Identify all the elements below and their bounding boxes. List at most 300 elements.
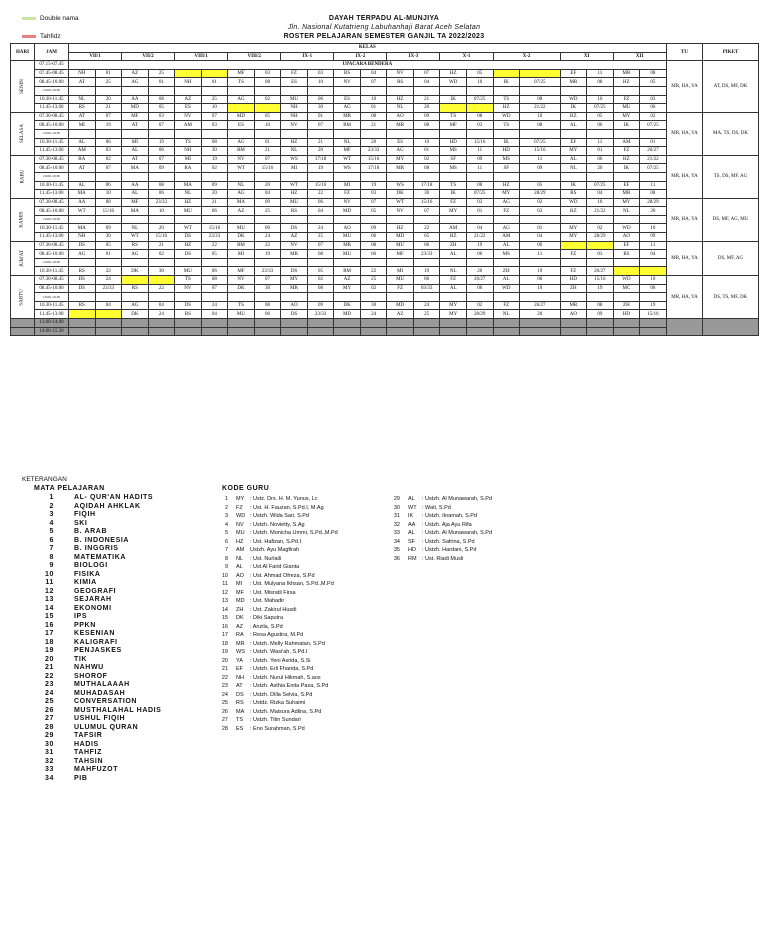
empty-cell xyxy=(560,319,587,328)
teacher-number: 21 xyxy=(221,666,228,672)
subject-number: 27 xyxy=(45,715,54,722)
subject-code-cell: 22 xyxy=(201,241,228,250)
teacher-name: : Ust. Mulyana Ikhsan, S.Pd.,M.Pd xyxy=(250,581,334,587)
subject-code-cell: 06 xyxy=(201,207,228,216)
teacher-code-cell: AO xyxy=(387,112,414,121)
empty-cell xyxy=(148,172,175,181)
teacher-code-cell: WT xyxy=(228,164,255,173)
empty-cell xyxy=(560,172,587,181)
subject-code-cell: 08 xyxy=(520,95,561,104)
subject-code-cell: 11 xyxy=(520,155,561,164)
teacher-code-cell: TS xyxy=(228,78,255,87)
subject-number: 22 xyxy=(45,672,54,680)
subject-code-cell: 30 xyxy=(148,267,175,276)
subject-number: 12 xyxy=(45,587,54,595)
tp-row xyxy=(667,276,759,319)
subject-code-cell xyxy=(640,267,667,276)
subject-number: 32 xyxy=(45,757,54,765)
empty-cell xyxy=(228,215,255,224)
teacher-item xyxy=(386,521,492,530)
teacher-name: : Ustzh. Dilla Selvia, S.Pd xyxy=(250,691,313,698)
teacher-number: 11 xyxy=(222,581,228,587)
empty-cell xyxy=(466,215,493,224)
empty-cell xyxy=(413,129,440,138)
subject-code-cell: 25 xyxy=(201,95,228,104)
subjects-list xyxy=(30,494,210,783)
teacher-name: : Ustzh. Al Munawarah, S.Pd xyxy=(422,530,493,536)
teacher-code-cell: WD xyxy=(560,95,587,104)
subject-item xyxy=(30,749,210,758)
teacher-code-cell: HD xyxy=(440,138,467,147)
empty-cell xyxy=(307,319,334,328)
teacher-number: 26 xyxy=(221,708,228,715)
subject-code-cell: 11 xyxy=(640,181,667,190)
teacher-code-cell xyxy=(613,267,640,276)
piket-header: PIKET xyxy=(703,44,759,61)
subject-item xyxy=(30,647,210,656)
empty-cell xyxy=(360,319,387,328)
teacher-code-cell: MC xyxy=(613,284,640,293)
teacher-code-cell: NV xyxy=(228,276,255,285)
subject-code-cell: 07 xyxy=(413,69,440,78)
teacher-code-cell: IK xyxy=(493,138,520,147)
teacher-code-cell: AA xyxy=(122,95,149,104)
empty-cell xyxy=(122,172,149,181)
empty-cell xyxy=(201,327,228,336)
teacher-code: NH xyxy=(236,674,244,681)
subject-code-cell: 02 xyxy=(201,164,228,173)
teacher-code: HZ xyxy=(236,538,244,545)
teacher-number: 2 xyxy=(224,504,228,511)
subject-code-cell: 20 xyxy=(640,207,667,216)
subject-name: FISIKA xyxy=(74,570,101,578)
empty-cell xyxy=(69,86,96,95)
tp-row xyxy=(667,241,759,275)
subject-item xyxy=(30,724,210,733)
teacher-item xyxy=(214,665,338,674)
teacher-name: : Ustzh. Erli Fharida, S.Pd xyxy=(250,666,314,672)
hari-header: HARI xyxy=(11,44,35,61)
teacher-code-cell: RS xyxy=(69,301,96,310)
teacher-code-cell: FZ xyxy=(560,250,587,259)
subject-number: 6 xyxy=(49,536,54,544)
subject-code-cell: 05 xyxy=(413,233,440,242)
subject-code-cell: 06 xyxy=(360,233,387,242)
teacher-code-cell: AL xyxy=(69,181,96,190)
empty-cell xyxy=(520,172,561,181)
teacher-code-cell: AO xyxy=(560,310,587,319)
teacher-name: : Ustzh. Wasi'ah, S.Pd.I xyxy=(250,649,308,655)
empty-cell xyxy=(95,293,122,302)
teacher-item xyxy=(214,682,338,691)
subject-item xyxy=(30,698,210,707)
teacher-code: YA xyxy=(236,657,243,664)
subject-name: BIOLOGI xyxy=(74,562,108,569)
empty-cell xyxy=(228,319,255,328)
time-cell: 07.30-08.45 xyxy=(35,241,69,250)
subject-code-cell: 21 xyxy=(148,241,175,250)
teacher-number: 6 xyxy=(224,538,228,545)
empty-cell xyxy=(95,319,122,328)
subject-code-cell: 08 xyxy=(254,78,281,87)
tu-cell: MR, HA, YA xyxy=(667,112,703,155)
empty-cell xyxy=(560,86,587,95)
teacher-code-cell: MY xyxy=(334,284,361,293)
day-cell xyxy=(11,112,35,155)
subject-code-cell: 06 xyxy=(520,241,561,250)
subject-item xyxy=(30,630,210,639)
teacher-code-cell xyxy=(440,104,467,113)
subject-code-cell: 11 xyxy=(587,69,614,78)
teacher-code-cell: AG xyxy=(122,301,149,310)
teacher-code-cell: TS xyxy=(228,301,255,310)
teacher-code-cell: MA xyxy=(69,224,96,233)
teacher-code-cell: ZH xyxy=(613,301,640,310)
teacher-code: RS xyxy=(236,700,244,706)
teacher-code-cell xyxy=(122,276,149,285)
teacher-code: EF xyxy=(236,666,244,672)
time-cell: 11.45-13.00 xyxy=(35,233,69,242)
empty-cell xyxy=(201,172,228,181)
teacher-code-cell: MU xyxy=(228,224,255,233)
table-row xyxy=(11,276,667,285)
subject-name: SHOROF xyxy=(74,672,108,680)
subject-code-cell: 07 xyxy=(254,155,281,164)
teacher-code-cell: MY xyxy=(440,207,467,216)
subject-code-cell: 22 xyxy=(413,224,440,233)
teacher-code-cell: AG xyxy=(334,104,361,113)
teacher-code-cell: HZ xyxy=(175,241,202,250)
subject-code-cell: 04 xyxy=(360,69,387,78)
empty-cell xyxy=(307,86,334,95)
teacher-code-cell: ES xyxy=(281,78,308,87)
subject-item xyxy=(30,656,210,665)
teacher-code-cell: AG xyxy=(387,147,414,156)
subject-code-cell: 09 xyxy=(640,233,667,242)
teacher-item xyxy=(214,691,338,700)
time-cell: 08.45-10.00 xyxy=(35,78,69,87)
teacher-code-cell: RM xyxy=(334,121,361,130)
teacher-code-cell: MS xyxy=(440,147,467,156)
teacher-item xyxy=(214,716,338,725)
subject-code-cell: 30 xyxy=(254,284,281,293)
empty-cell xyxy=(281,215,308,224)
teacher-code-cell: WD xyxy=(613,276,640,285)
teacher-item xyxy=(214,495,338,504)
teacher-item xyxy=(214,725,338,734)
subject-code-cell: 19 xyxy=(640,301,667,310)
empty-cell xyxy=(281,327,308,336)
empty-cell xyxy=(307,327,334,336)
teacher-code-cell: HD xyxy=(560,276,587,285)
subject-code-cell: 08 xyxy=(640,190,667,199)
teacher-code-cell: RS xyxy=(334,69,361,78)
teacher-code-cell: MU xyxy=(281,198,308,207)
subject-name: PPKN xyxy=(74,621,96,629)
empty-cell xyxy=(413,172,440,181)
subject-code-cell: 06 xyxy=(520,276,561,285)
subject-code-cell: 03 xyxy=(640,95,667,104)
teacher-code-cell: MU xyxy=(281,95,308,104)
subject-code-cell: 07 xyxy=(201,284,228,293)
subject-code-cell: 19 xyxy=(520,267,561,276)
teacher-number: 13 xyxy=(221,598,228,604)
teacher-code: HD xyxy=(408,547,416,553)
teacher-code-cell: IK xyxy=(493,78,520,87)
empty-cell xyxy=(587,129,614,138)
teacher-code-cell: MF xyxy=(334,147,361,156)
subject-code-cell: 10 xyxy=(640,224,667,233)
teacher-code-cell: MI xyxy=(175,155,202,164)
subject-code-cell: 07 xyxy=(413,207,440,216)
subject-code-cell: 10 xyxy=(640,276,667,285)
subject-code-cell: 08 xyxy=(413,121,440,130)
time-cell: 10.30-11.45 xyxy=(35,267,69,276)
subject-name: B. INGGRIS xyxy=(74,545,119,552)
empty-cell xyxy=(466,129,493,138)
teacher-code-cell: MR xyxy=(387,164,414,173)
table-row xyxy=(11,267,667,276)
subject-item xyxy=(30,528,210,537)
subject-code-cell: 01 xyxy=(95,69,122,78)
day-cell xyxy=(11,327,35,336)
empty-cell xyxy=(69,129,96,138)
teacher-code-cell: RM xyxy=(334,267,361,276)
subject-code-cell: 15/16 xyxy=(201,224,228,233)
subject-item xyxy=(30,503,210,512)
teacher-code-cell: ES xyxy=(334,95,361,104)
subject-code-cell: 15/16 xyxy=(520,147,561,156)
teacher-code-cell: MI xyxy=(228,250,255,259)
empty-cell xyxy=(387,215,414,224)
empty-cell xyxy=(254,129,281,138)
teacher-code-cell: FZ xyxy=(440,276,467,285)
teacher-code-cell: DK xyxy=(228,233,255,242)
teacher-code-cell xyxy=(69,310,96,319)
time-cell: 10.00-10.30 xyxy=(35,258,69,267)
subject-code-cell: 04 xyxy=(254,190,281,199)
teacher-code-cell: AL xyxy=(440,250,467,259)
teacher-code-cell: RS xyxy=(387,78,414,87)
class-header-row xyxy=(11,52,667,61)
subject-code-cell: 22 xyxy=(148,284,175,293)
subject-number: 2 xyxy=(49,502,54,510)
teacher-code-cell: AA xyxy=(69,198,96,207)
legend-label: Tahfidz xyxy=(40,33,61,40)
class-header: X-2 xyxy=(493,52,560,61)
teacher-code-cell: DK xyxy=(122,267,149,276)
subject-code-cell: 21/22 xyxy=(640,155,667,164)
subject-number: 5 xyxy=(49,528,54,535)
subject-code-cell: 21 xyxy=(307,138,334,147)
teacher-code-cell: WT xyxy=(281,181,308,190)
subject-name: FIQIH xyxy=(74,511,96,518)
empty-cell xyxy=(360,215,387,224)
teacher-code-cell: EF xyxy=(613,241,640,250)
teacher-name: : Resa Agustira, M.Pd xyxy=(250,632,304,638)
teacher-name: : Anzila, S.Pd xyxy=(250,623,283,630)
time-cell: 10.30-11.45 xyxy=(35,301,69,310)
schedule-table xyxy=(10,43,667,336)
subject-name: KALIGRAFI xyxy=(74,638,118,646)
teacher-item xyxy=(214,580,338,589)
teacher-code-cell: AT xyxy=(69,78,96,87)
teacher-item xyxy=(386,512,492,521)
subject-code-cell: 11 xyxy=(466,147,493,156)
empty-cell xyxy=(175,86,202,95)
teacher-item xyxy=(386,538,492,547)
subject-item xyxy=(30,622,210,631)
teacher-code-cell: TS xyxy=(440,112,467,121)
teacher-code-cell: NV xyxy=(175,112,202,121)
teacher-code-cell: MR xyxy=(281,250,308,259)
teacher-code: ES xyxy=(236,725,244,732)
teacher-number: 23 xyxy=(221,683,228,689)
time-cell: 07.30-08.45 xyxy=(35,198,69,207)
day-label: SENIN xyxy=(19,79,25,94)
teacher-code-cell: DS xyxy=(175,233,202,242)
subject-code-cell: 05 xyxy=(148,104,175,113)
subject-code-cell: 06 xyxy=(148,190,175,199)
subject-code-cell: 03 xyxy=(148,112,175,121)
subject-code-cell: 10 xyxy=(466,78,493,87)
teacher-code-cell: MU xyxy=(175,207,202,216)
subject-code-cell: 06 xyxy=(466,284,493,293)
subject-name: USHUL FIQIH xyxy=(74,715,126,722)
teacher-code-cell: MI xyxy=(69,121,96,130)
subject-number: 29 xyxy=(45,732,54,739)
subject-code-cell: 19 xyxy=(148,138,175,147)
teacher-code-cell: MY xyxy=(387,155,414,164)
empty-cell xyxy=(520,293,561,302)
teacher-item xyxy=(214,648,338,657)
subject-number: 20 xyxy=(45,655,54,663)
table-row xyxy=(11,224,667,233)
teacher-code-cell: AT xyxy=(122,155,149,164)
teacher-code: WD xyxy=(236,513,246,519)
empty-cell xyxy=(440,258,467,267)
empty-cell xyxy=(413,327,440,336)
empty-cell xyxy=(175,215,202,224)
empty-cell xyxy=(360,293,387,302)
empty-cell xyxy=(254,172,281,181)
empty-cell xyxy=(360,258,387,267)
subject-code-cell: 03 xyxy=(95,147,122,156)
subject-code-cell: 03 xyxy=(360,190,387,199)
subject-code-cell: 15/16 xyxy=(466,138,493,147)
subject-number: 19 xyxy=(45,647,54,654)
day-label: RABU xyxy=(20,169,25,184)
subject-code-cell: 09 xyxy=(307,301,334,310)
subject-code-cell: 30 xyxy=(307,104,334,113)
teacher-code-cell: AL xyxy=(493,241,520,250)
teacher-code-cell: HZ xyxy=(387,95,414,104)
subject-code-cell: 06 xyxy=(307,198,334,207)
teacher-number: 29 xyxy=(393,496,400,502)
teacher-code-cell: AL xyxy=(560,155,587,164)
empty-cell xyxy=(254,215,281,224)
subject-code-cell: 07/25 xyxy=(640,121,667,130)
empty-cell xyxy=(334,129,361,138)
subject-code-cell: 07 xyxy=(201,112,228,121)
teacher-code-cell: AL xyxy=(560,121,587,130)
empty-cell xyxy=(560,327,587,336)
school-name: DAYAH TERPADU AL-MUNJIYA xyxy=(328,15,440,22)
table-row xyxy=(11,190,667,199)
table-row xyxy=(11,258,667,267)
subject-code-cell: 06 xyxy=(587,121,614,130)
subject-code-cell: 01 xyxy=(254,138,281,147)
subject-code-cell: 06 xyxy=(95,181,122,190)
empty-cell xyxy=(69,215,96,224)
teacher-code: MF xyxy=(236,589,244,596)
teacher-code-cell: MI xyxy=(281,164,308,173)
empty-cell xyxy=(201,215,228,224)
table-row xyxy=(11,310,667,319)
empty-cell xyxy=(122,327,149,336)
teacher-code-cell: MA xyxy=(175,181,202,190)
subject-code-cell: 24 xyxy=(307,224,334,233)
subject-code-cell: 19 xyxy=(254,250,281,259)
table-row xyxy=(11,147,667,156)
teacher-name: : Wati, S.Pd xyxy=(422,504,451,511)
teacher-code-cell: HZ xyxy=(175,198,202,207)
subject-code-cell: 22 xyxy=(307,190,334,199)
subject-item xyxy=(30,758,210,767)
subject-code-cell: 24 xyxy=(95,276,122,285)
teacher-code: AL xyxy=(408,496,415,502)
subject-code-cell: 15/16 xyxy=(360,155,387,164)
teacher-code-cell: AO xyxy=(281,301,308,310)
teacher-code-cell: DS xyxy=(281,224,308,233)
teacher-code-cell: MY xyxy=(560,147,587,156)
subject-item xyxy=(30,596,210,605)
subject-code-cell: 10 xyxy=(95,190,122,199)
subject-code-cell: 25 xyxy=(413,310,440,319)
empty-cell xyxy=(148,86,175,95)
subject-item xyxy=(30,494,210,503)
empty-cell xyxy=(413,319,440,328)
time-cell: 10.30-11.45 xyxy=(35,224,69,233)
time-cell: 11.45-13.00 xyxy=(35,190,69,199)
subject-code-cell: 06 xyxy=(640,284,667,293)
subject-code-cell: 10 xyxy=(201,104,228,113)
empty-cell xyxy=(466,327,493,336)
subject-item xyxy=(30,605,210,614)
jam-header: JAM xyxy=(35,44,69,61)
time-cell: 11.45-13.00 xyxy=(35,104,69,113)
teacher-code-cell: NL xyxy=(613,207,640,216)
time-cell: 10.00-10.30 xyxy=(35,172,69,181)
empty-cell xyxy=(387,327,414,336)
subject-number: 18 xyxy=(45,638,54,646)
empty-cell xyxy=(587,258,614,267)
subject-code-cell: 25 xyxy=(148,69,175,78)
teacher-code-cell: MD xyxy=(228,112,255,121)
subject-code-cell: 28/29 xyxy=(466,310,493,319)
subject-name: EKONOMI xyxy=(74,604,112,612)
teacher-number: 27 xyxy=(221,717,228,723)
subject-code-cell: 07/25 xyxy=(466,95,493,104)
teacher-name: : Ustzh. Nurul Hikmah, S.aos xyxy=(250,674,321,681)
subject-code-cell: 07/25 xyxy=(466,190,493,199)
subject-code-cell: 06 xyxy=(466,250,493,259)
teacher-item xyxy=(214,631,338,640)
subject-number: 10 xyxy=(45,570,54,578)
teacher-code-cell: MF xyxy=(122,112,149,121)
table-row xyxy=(11,104,667,113)
teacher-name: : Ustz. Drs. H. M. Yunus, Lc xyxy=(250,496,318,502)
